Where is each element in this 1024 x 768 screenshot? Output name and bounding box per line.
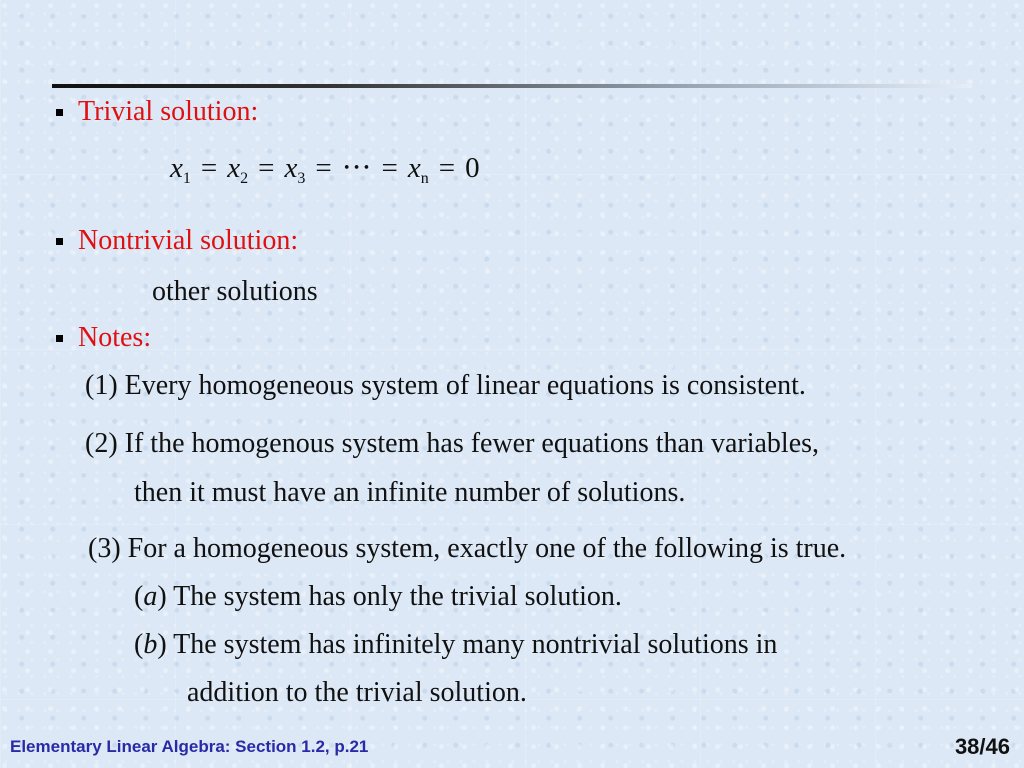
eq-sub-2: 2 bbox=[240, 170, 249, 187]
notes-heading: Notes: bbox=[78, 322, 152, 353]
note-2-line-2: then it must have an infinite number of solutions. bbox=[134, 477, 686, 508]
eq-sign-1: = bbox=[200, 152, 218, 184]
eq-sub-n: n bbox=[420, 170, 429, 187]
eq-sub-3: 3 bbox=[297, 170, 306, 187]
square-bullet-icon bbox=[56, 335, 63, 342]
note-2-line-1: (2) If the homogenous system has fewer equations than variables, bbox=[85, 428, 820, 459]
note-3-b-line-1: The system has infinitely many nontrivial solutions in bbox=[166, 629, 778, 660]
eq-result: 0 bbox=[465, 152, 480, 184]
nontrivial-solution-heading: Nontrivial solution: bbox=[78, 225, 299, 256]
footer-title: Elementary Linear Algebra: Section 1.2, p.21 bbox=[10, 737, 369, 756]
note-3-line-1: (3) For a homogeneous system, exactly one of the following is true. bbox=[88, 533, 847, 564]
square-bullet-icon bbox=[56, 238, 63, 245]
note-3-option-b: (b) The system has infinitely many nontrivial solutions in bbox=[134, 629, 778, 660]
page-number: 38/46 bbox=[954, 734, 1010, 759]
note-3-b-line-2: addition to the trivial solution. bbox=[187, 677, 527, 708]
trivial-solution-equation bbox=[170, 150, 480, 188]
bullet-trivial bbox=[56, 96, 258, 128]
eq-var-3: x bbox=[284, 152, 298, 184]
eq-sub-1: 1 bbox=[182, 170, 191, 187]
eq-sign-4: = bbox=[381, 152, 398, 184]
eq-sign-5: = bbox=[438, 152, 456, 184]
eq-var-2: x bbox=[227, 152, 241, 184]
eq-dots: ⋅⋅⋅ bbox=[341, 152, 372, 184]
note-3-option-a: (a) The system has only the trivial solution. bbox=[134, 581, 622, 612]
eq-sign-3: = bbox=[315, 152, 332, 184]
bullet-nontrivial bbox=[56, 225, 298, 257]
nontrivial-solution-text: other solutions bbox=[152, 276, 318, 307]
eq-var-1: x bbox=[170, 152, 183, 184]
note-3-a-text: The system has only the trivial solution. bbox=[166, 581, 622, 612]
eq-sign-2: = bbox=[258, 152, 275, 184]
note-3-b-label: b bbox=[143, 629, 158, 660]
square-bullet-icon bbox=[56, 109, 63, 116]
note-3-a-label: a bbox=[143, 581, 158, 612]
title-divider-rule bbox=[52, 84, 972, 88]
note-1: (1) Every homogeneous system of linear equations is consistent. bbox=[85, 370, 806, 401]
bullet-notes bbox=[56, 322, 151, 354]
trivial-solution-heading: Trivial solution: bbox=[78, 96, 259, 127]
eq-var-n: x bbox=[407, 152, 421, 184]
